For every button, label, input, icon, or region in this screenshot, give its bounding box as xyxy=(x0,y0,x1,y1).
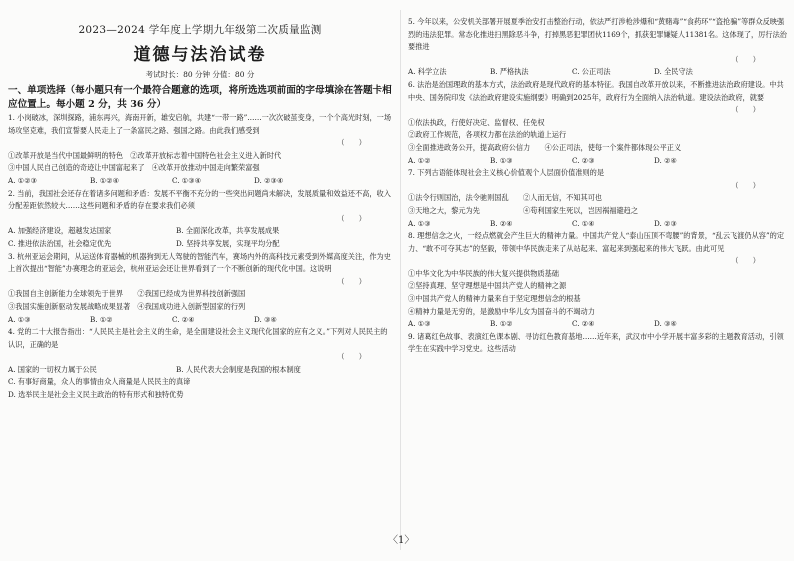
option-line: ③全面推进政务公开，提高政府公信力 ④公正司法，使每一个案件都体现公平正义 xyxy=(408,142,682,152)
choice-d: D. 全民守法 xyxy=(654,67,693,77)
question-5 xyxy=(402,16,794,79)
choice-c: C. 有事好商量，众人的事情由众人商量是人民民主的真谛 xyxy=(8,377,191,387)
choice-a: A. ①③ xyxy=(408,218,431,228)
question-stem: 3. 杭州亚运会期间，从运送体育器械的机器狗到无人驾驶的智能汽车，赛场内外的高科技元素受到外媒高度关注，作为史上首次提出“智能”办赛理念的亚运会，杭州亚运会还让世界看到了一个不断创新的现代化中国。这说明 xyxy=(8,251,391,274)
option-line: ③天地之大，黎元为先 ④苟利国家生死以，岂因祸福避趋之 xyxy=(408,205,639,215)
question-stem: 2. 当前，我国社会还存在着诸多问题和矛盾：发展不平衡不充分的一些突出问题尚未解决，发展质量和效益还不高，收入分配差距依然较大……这些问题和矛盾的存在要求我们必须 xyxy=(8,188,391,211)
question-stem: 5. 今年以来，公安机关部署开展夏季治安打击整治行动，依法严打涉枪涉爆和“黄赌毒”“食药环”“盗抢骗”等群众反映强烈的违法犯罪。常态化推进扫黑除恶斗争，打掉黑恶犯罪团伙1169个，抓获犯罪嫌疑人11381名。这体现了，厉行法治要推进 xyxy=(408,17,787,52)
choice-b: B. 人民代表大会制度是我国的根本制度 xyxy=(176,364,301,374)
question-stem: 1. 小岗破冰，深圳探路，浦东再兴，海南开新，雄安启航，共建“一带一路”……一次次破茧变身，一个个高光时刻，一场场攻坚克难，我们宣誓要人民走上了一条富民之路、强国之路。由此我们感受到 xyxy=(8,113,392,135)
choice-d: D. 坚持共享发展，实现平均分配 xyxy=(176,238,280,248)
option-line: ①中华文化为中华民族的伟大复兴提供物质基础 xyxy=(408,268,559,278)
choice-a: A. 国家的一切权力属于公民 xyxy=(8,364,97,374)
main-title: 道德与法治试卷 xyxy=(133,45,267,65)
answer-paren: （ ） xyxy=(337,138,366,148)
option-line: ①我国自主创新能力全球领先于世界 ②我国已经成为世界科技创新强国 xyxy=(8,289,246,299)
page-divider xyxy=(400,10,401,550)
question-3 xyxy=(0,251,400,327)
question-4 xyxy=(0,326,400,402)
answer-paren: （ ） xyxy=(337,352,366,362)
choice-d: D. ②③④ xyxy=(254,175,284,185)
choice-row xyxy=(0,364,400,377)
question-stem: 9. 诸葛红色故事、表演红色课本剧、寻访红色教育基地……近年来，武汉市中小学开展丰富多彩的主题教育活动，引领学生在实践中学习党史。这些活动 xyxy=(408,331,784,354)
question-2 xyxy=(0,188,400,251)
choice-row xyxy=(402,66,794,79)
option-line: ①改革开放是当代中国最鲜明的特色 ②改革开放标志着中国特色社会主义进入新时代 xyxy=(8,150,282,160)
question-1 xyxy=(0,112,400,188)
choice-row xyxy=(402,218,794,231)
choice-c: C. ①③④ xyxy=(172,175,202,185)
choice-a: A. ①②③ xyxy=(8,175,38,185)
choice-row xyxy=(402,318,794,331)
choice-row xyxy=(0,225,400,238)
exam-meta: 考试时长：80 分钟 分值：80 分 xyxy=(145,70,255,79)
option-line: ②坚持真理、坚守理想是中国共产党人的精神之源 xyxy=(408,281,567,291)
option-line: ③中国人民自己创造的奇迹让中国富起来了 ④改革开放推动中国走向繁荣富强 xyxy=(8,163,260,173)
exam-title: 2023—2024 学年度上学期九年级第二次质量监测 xyxy=(78,24,322,36)
option-line: ②政府工作规范，各项权力都在法治的轨道上运行 xyxy=(408,130,567,140)
choice-c: C. ②④ xyxy=(572,319,595,329)
choice-row xyxy=(0,175,400,188)
choice-b: B. 全面深化改革，共享发展成果 xyxy=(176,226,280,236)
choice-c: C. 公正司法 xyxy=(572,67,611,77)
question-stem: 8. 理想信念之火，一经点燃就会产生巨大的精神力量。中国共产党人“泰山压顶不弯腰”的背景，“乱云飞渡仍从容”的定力、“敢不可夺其志”的坚毅，带领中华民族走来了从站起来、富起来到强起来的伟大飞跃。由此可见 xyxy=(408,231,785,253)
choice-a: A. ①② xyxy=(408,155,431,165)
choice-d: D. ③④ xyxy=(654,319,677,329)
choice-d: D. 选举民主是社会主义民主政治的特有形式和独特优势 xyxy=(8,390,184,400)
answer-paren: （ ） xyxy=(337,276,366,286)
question-6 xyxy=(402,79,794,167)
choice-d: D. ③④ xyxy=(254,314,277,324)
choice-b: B. ①② xyxy=(90,314,113,324)
answer-paren: （ ） xyxy=(731,256,760,266)
choice-row xyxy=(0,238,400,251)
choice-a: A. 科学立法 xyxy=(408,67,447,77)
right-page xyxy=(402,0,794,561)
option-line: ③我国实施创新驱动发展战略成果显著 ④我国成功进入创新型国家的行列 xyxy=(8,301,246,311)
question-9 xyxy=(402,331,794,356)
choice-d: D. ②③ xyxy=(654,218,677,228)
section-heading: 一、单项选择（每小题只有一个最符合题意的选项，将所选选项前面的字母填涂在答题卡相应位置上。每小题 2 分，共 36 分） xyxy=(8,85,392,110)
choice-b: B. 严格执法 xyxy=(490,67,529,77)
choice-c: C. ①④ xyxy=(572,218,595,228)
option-line: ①法令行则国治，法令驰则国乱 ②人而无信，不知其可也 xyxy=(408,193,603,203)
answer-paren: （ ） xyxy=(337,213,366,223)
choice-row xyxy=(402,155,794,168)
choice-b: B. ①②④ xyxy=(90,175,120,185)
answer-paren: （ ） xyxy=(731,105,760,115)
choice-b: B. ①③ xyxy=(490,155,513,165)
choice-c: C. ②④ xyxy=(172,314,195,324)
page-number: 〈1〉 xyxy=(388,535,415,546)
option-line: ①依法执政，行使好决定、监督权、任免权 xyxy=(408,117,545,127)
option-line: ③中国共产党人的精神力量来自于坚定理想信念的根基 xyxy=(408,294,581,304)
choice-a: A. ①③ xyxy=(408,319,431,329)
question-stem: 7. 下列古语能体现社会主义核心价值观个人层面价值准则的是 xyxy=(408,168,605,178)
choice-c: C. 推进依法治国，社会稳定优先 xyxy=(8,238,112,248)
choice-b: B. ②④ xyxy=(490,218,513,228)
question-8 xyxy=(402,230,794,331)
question-stem: 6. 法治是治国理政的基本方式，法治政府是现代政府的基本特征。我国自改革开放以来，不断推进法治政府建设。中共中央、国务院印发《法治政府建设实施纲要》明确到2025年，政府行为全面纳入法治轨道。建设法治政府，就要 xyxy=(408,79,784,102)
choice-c: C. ②③ xyxy=(572,155,595,165)
question-7 xyxy=(402,167,794,230)
answer-paren: （ ） xyxy=(731,180,760,190)
question-stem: 4. 党的二十大报告指出：“人民民主是社会主义的生命，是全面建设社会主义现代化国家的应有之义。”下列对人民民主的认识，正确的是 xyxy=(8,327,388,349)
choice-a: A. 加强经济建设，超越发达国家 xyxy=(8,226,112,236)
choice-a: A. ①③ xyxy=(8,314,31,324)
choice-d: D. ②④ xyxy=(654,155,677,165)
answer-paren: （ ） xyxy=(731,54,760,64)
choice-row xyxy=(0,314,400,327)
choice-b: B. ①② xyxy=(490,319,513,329)
option-line: ④精神力量是无穷的，是激励中华儿女为国奋斗的不竭动力 xyxy=(408,306,595,316)
